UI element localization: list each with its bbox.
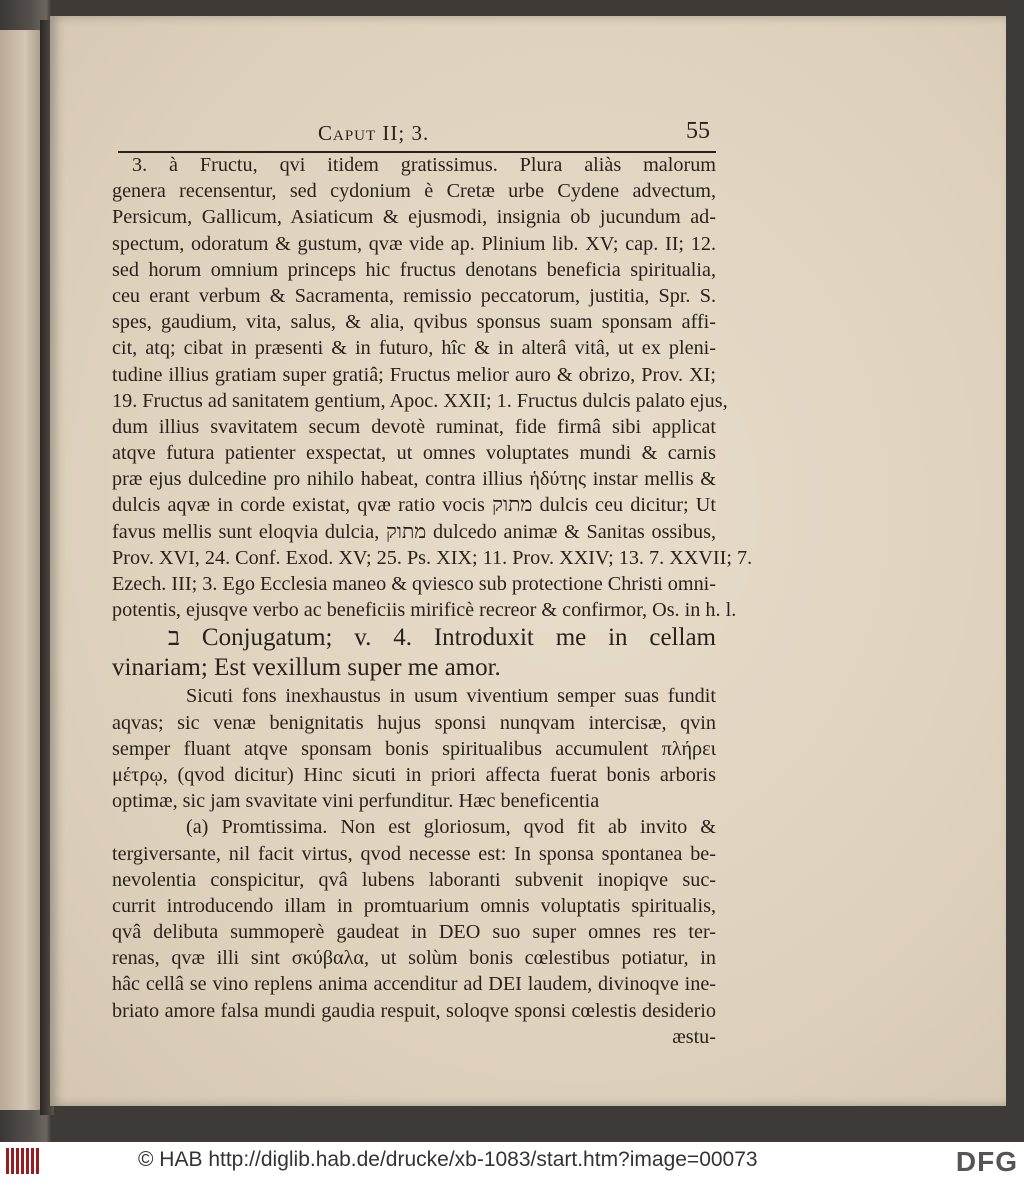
text-line: Prov. XVI, 24. Conf. Exod. XV; 25. Ps. XIX; 11. Prov. XXIV; 13. 7. XXVII; 7. (112, 546, 753, 569)
body-text (112, 152, 753, 1050)
text-line: tergiversante, nil facit virtus, qvod necesse est: In sponsa spontanea be- (112, 842, 716, 865)
text-line: Sicuti fons inexhaustus in usum viventium semper suas fundit (186, 685, 716, 708)
text-line: præ ejus dulcedine pro nihilo habeat, contra illius ἡδύτης instar mellis & (112, 468, 716, 491)
text-line: 19. Fructus ad sanitatem gentium, Apoc. XXII; 1. Fructus dulcis palato ejus, (112, 389, 728, 412)
text-line: (a) Promtissima. Non est gloriosum, qvod fit ab invito & (186, 816, 716, 839)
text-line: hâc cellâ se vino replens anima accenditur ad DEI laudem, divinoqve ine- (112, 973, 716, 996)
page-number: 55 (686, 118, 710, 144)
text-line: tudine illius gratiam super gratiâ; Fructus melior auro & obrizo, Prov. XI; (112, 363, 716, 386)
hab-logo-icon (6, 1148, 46, 1176)
footer-citation: © HAB http://diglib.hab.de/drucke/xb-1083/start.htm?image=00073 (138, 1148, 758, 1171)
running-head: Caput II; 3. (318, 121, 430, 145)
text-line: favus mellis sunt eloqvia dulcia, מתוק dulcedo animæ & Sanitas ossibus, (112, 520, 716, 543)
text-line: optimæ, sic jam svavitate vini perfunditur. Hæc beneficentia (112, 790, 600, 813)
text-line: ב Conjugatum; v. 4. Introduxit me in cellam (168, 624, 716, 652)
left-page-edge (0, 30, 42, 1110)
text-line: genera recensentur, sed cydonium è Cretæ urbe Cydene advectum, (112, 180, 716, 203)
text-line: briato amore falsa mundi gaudia respuit, soloqve sponsi cœlestis desiderio (112, 999, 716, 1022)
text-line: spes, gaudium, vita, salus, & alia, qvibus sponsus suam sponsam affi- (112, 311, 716, 334)
header-rule (118, 151, 716, 153)
text-line: ceu erant verbum & Sacramenta, remissio peccatorum, justitia, Spr. S. (112, 284, 716, 307)
text-line: renas, qvæ illi sint σκύβαλα, ut solùm bonis cœlestibus potiatur, in (112, 947, 716, 970)
text-line: æstu- (672, 1025, 716, 1048)
dfg-logo: DFG (955, 1146, 1018, 1177)
text-line: 3. à Fructu, qvi itidem gratissimus. Plura aliàs malorum (132, 154, 716, 176)
page-header (112, 118, 716, 152)
text-line: nevolentia conspicitur, qvâ lubens laboranti subvenit inopiqve suc- (112, 868, 716, 891)
text-line: currit introducendo illam in promtuarium omnis voluptatis spiritualis, (112, 894, 716, 917)
text-line: cit, atq; cibat in præsenti & in futuro, hîc & in alterâ vitâ, ut ex pleni- (112, 337, 716, 360)
text-line: Ezech. III; 3. Ego Ecclesia maneo & qviesco sub protectione Christi omni- (112, 573, 716, 595)
text-line: Persicum, Gallicum, Asiaticum & ejusmodi, insignia ob jucundum ad- (112, 206, 716, 229)
text-line: dum illius svavitatem secum devotè ruminat, fide firmâ sibi applicat (112, 415, 716, 438)
text-line: qvâ delibuta summoperè gaudeat in DEO suo super omnes res ter- (112, 921, 716, 944)
text-line: spectum, odoratum & gustum, qvæ vide ap. Plinium lib. XV; cap. II; 12. (112, 232, 716, 255)
text-line: semper fluant atqve sponsam bonis spiritualibus accumulent πλήρει (112, 737, 716, 760)
text-line: aqvas; sic venæ benignitatis hujus sponsi nunqvam intercisæ, qvin (112, 711, 716, 734)
text-line: atqve futura patienter exspectat, ut omnes voluptates mundi & carnis (112, 442, 716, 465)
text-line: μέτρῳ, (qvod dicitur) Hinc sicuti in priori affecta fuerat bonis arboris (112, 763, 716, 786)
text-line: dulcis aqvæ in corde existat, qvæ ratio vocis מתוק dulcis ceu dicitur; Ut (112, 494, 716, 517)
text-line: vinariam; Est vexillum super me amor. (112, 654, 501, 682)
footer-bar (0, 1142, 1024, 1182)
text-line: sed horum omnium princeps hic fructus denotans beneficia spiritualia, (112, 258, 716, 281)
text-block (112, 118, 753, 1050)
text-line: potentis, ejusqve verbo ac beneficiis mirificè recreor & confirmor, Os. in h. l. (112, 599, 737, 622)
